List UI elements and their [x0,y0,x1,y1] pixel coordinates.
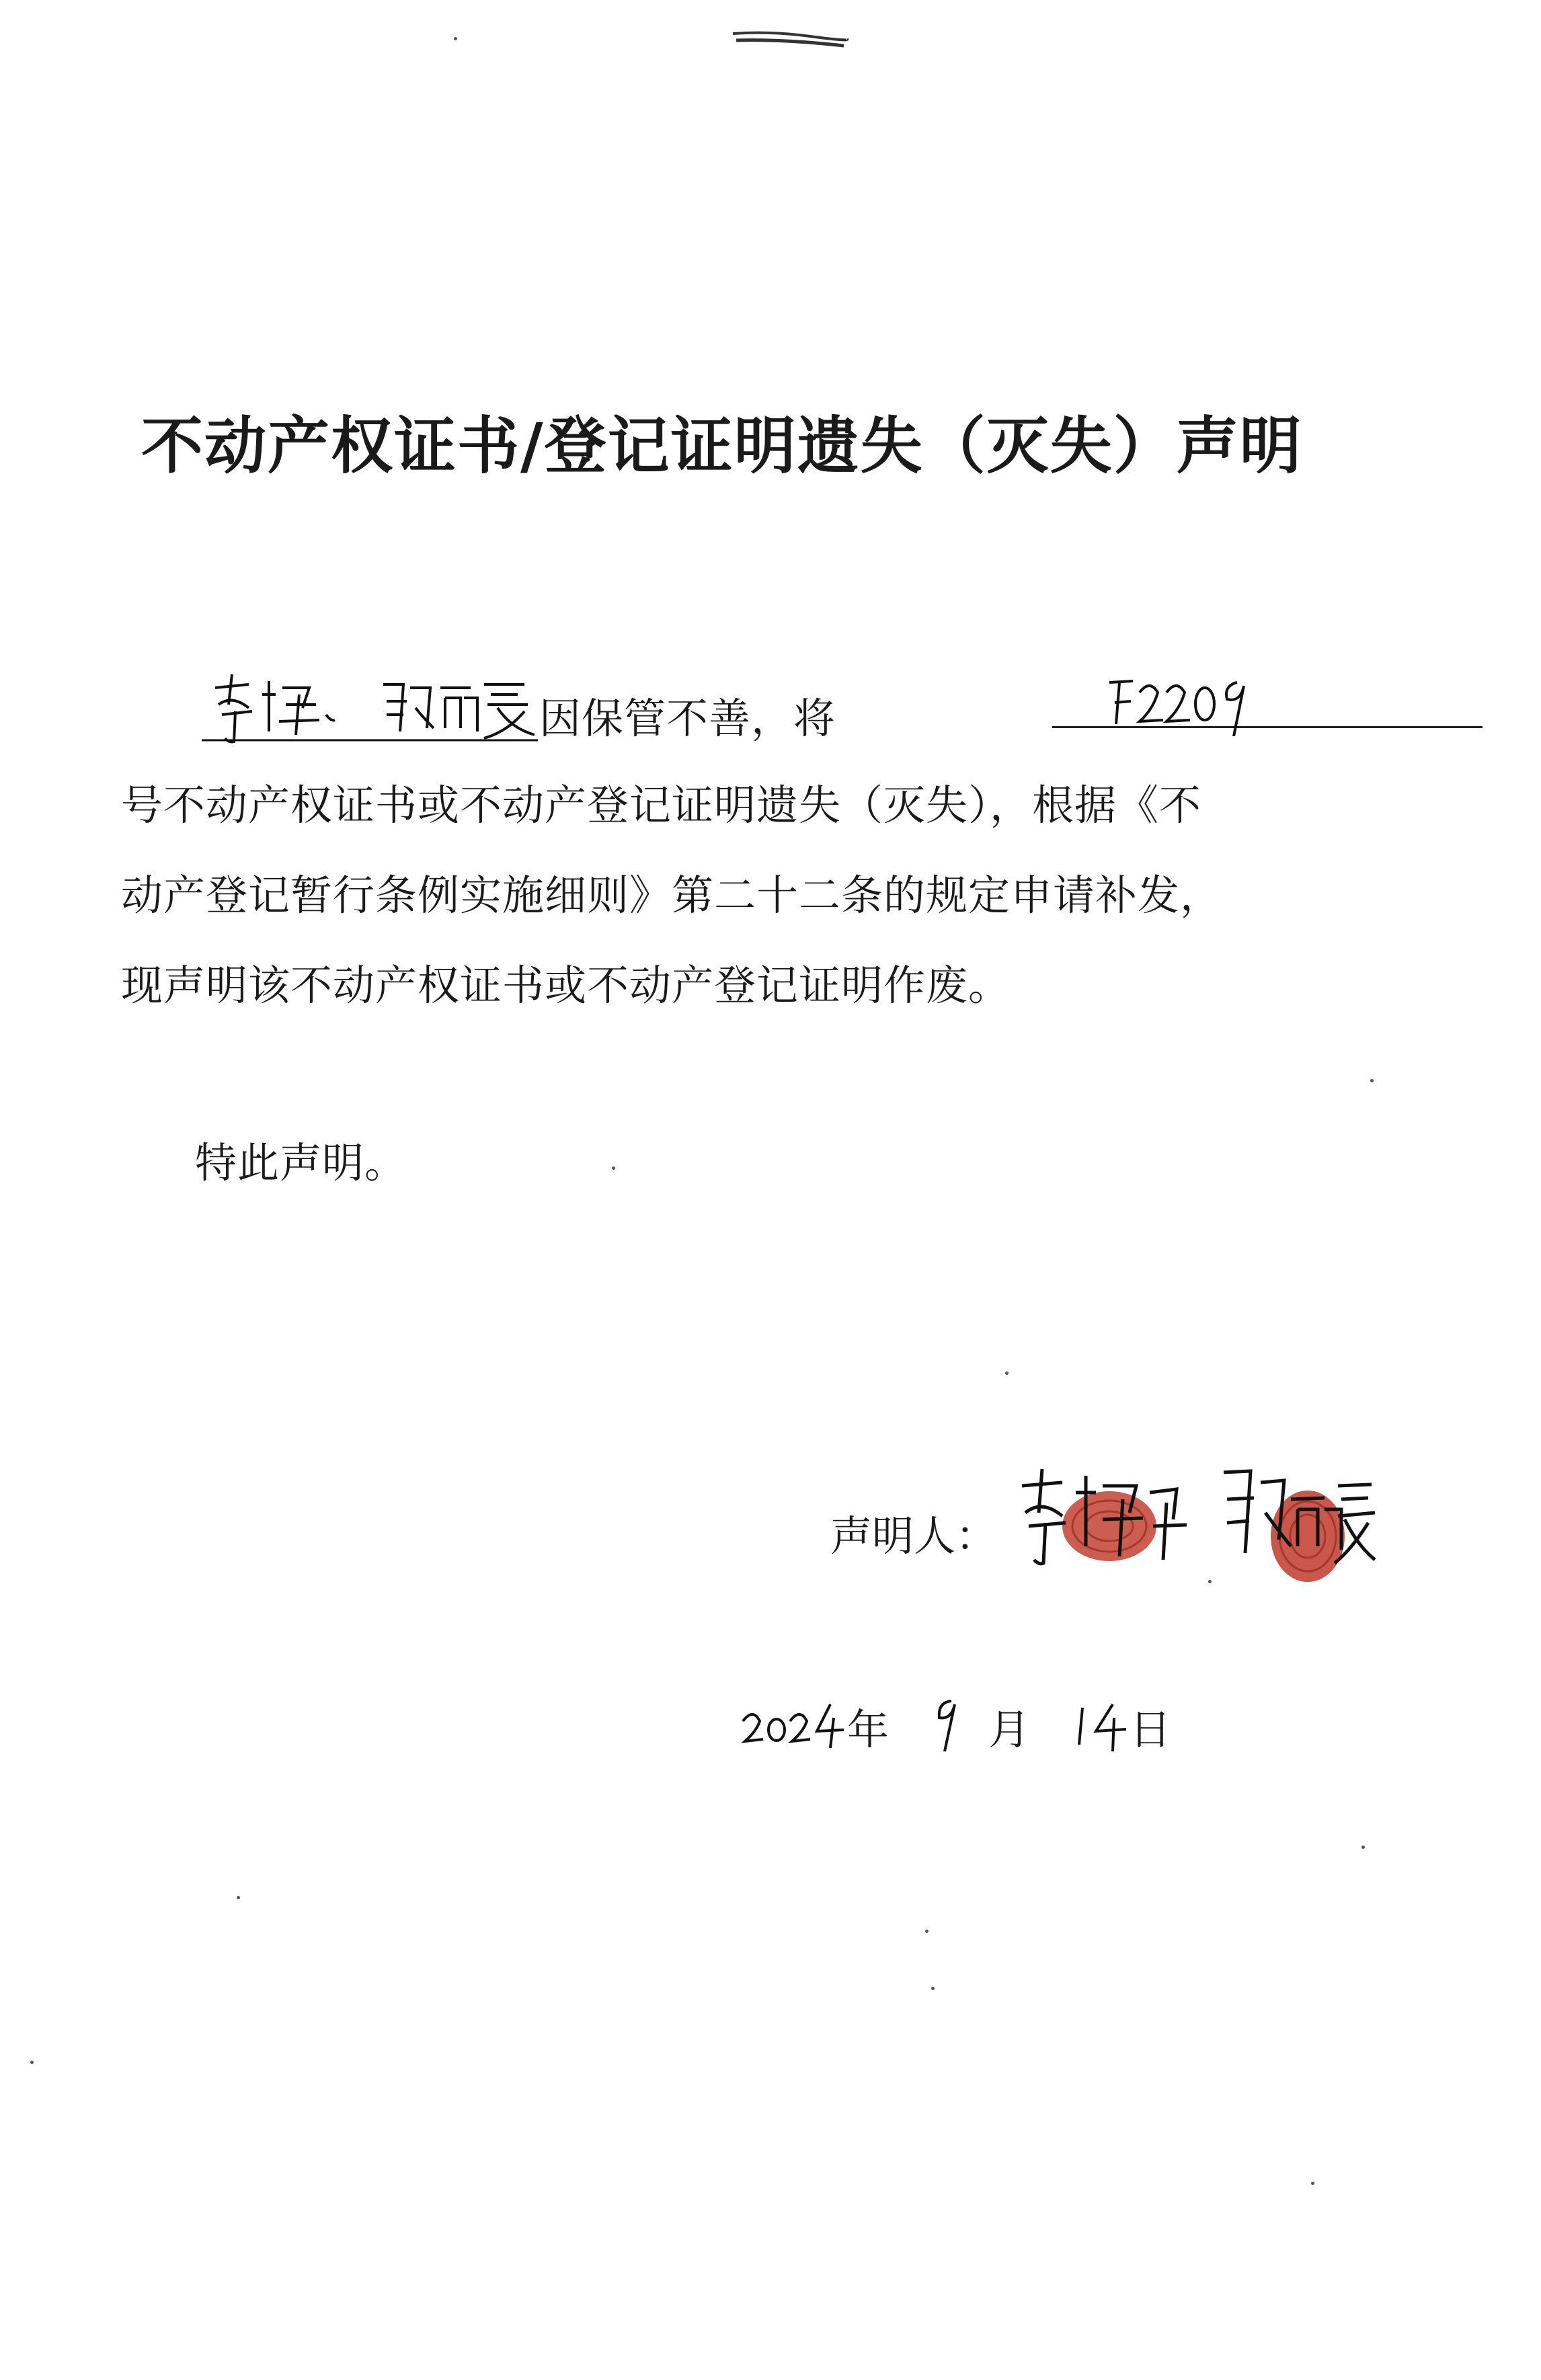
handwritten-certificate-number [1103,662,1264,736]
declaration-date [740,1684,1210,1765]
scan-speck [1370,1079,1374,1082]
paragraph-line-4: 现声明该不动产权证书或不动产登记证明作废。 [121,961,1011,1010]
paragraph-line-2: 号不动产权证书或不动产登记证明遗失（灭失），根据《不 [121,781,1202,830]
handwritten-year [740,1691,847,1751]
day-unit: 日 [1130,1705,1172,1754]
document-title: 不动产权证书/登记证明遗失（灭失）声明 [141,409,1303,482]
scan-speck [30,2061,34,2064]
top-scribble-mark [729,26,851,52]
scan-speck [1005,1372,1009,1375]
scan-speck [1311,2182,1314,2185]
scan-speck [1208,1580,1212,1583]
declarant-signatures-with-fingerprints [1002,1445,1378,1620]
paragraph-line-3: 动产登记暂行条例实施细则》第二十二条的规定申请补发， [121,871,1223,920]
month-unit: 月 [988,1705,1031,1754]
scan-speck [454,37,457,40]
line1-fixed-text: 因保管不善，将 [539,694,836,743]
declarant-label: 声明人： [830,1511,998,1560]
scan-speck [237,1896,240,1899]
scan-speck [931,1987,935,1990]
handwritten-names [202,668,538,748]
scan-speck [925,1930,928,1933]
handwritten-day [1072,1688,1133,1755]
year-unit: 年 [847,1705,890,1754]
scan-speck [1361,1846,1365,1849]
closing-statement: 特此声明。 [195,1138,407,1187]
scan-speck [612,1166,615,1170]
handwritten-month [924,1688,965,1755]
